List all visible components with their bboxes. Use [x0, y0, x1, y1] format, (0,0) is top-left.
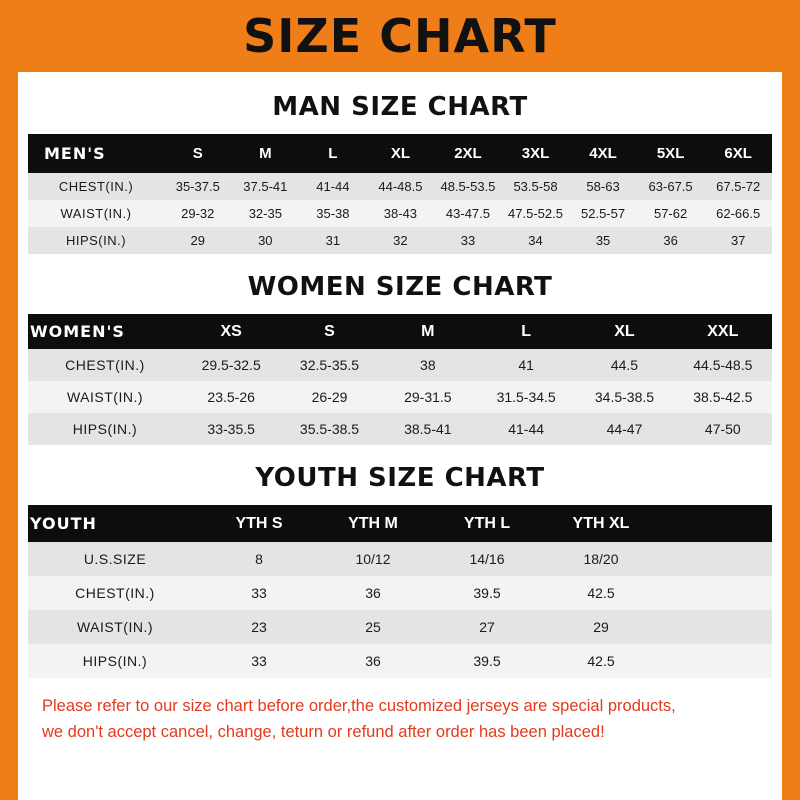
women-chest-m: 38	[379, 349, 477, 381]
men-chest-s: 35-37.5	[164, 173, 232, 200]
youth-ussize-s: 8	[202, 542, 316, 576]
youth-row-label-hips: HIPS(IN.)	[28, 644, 202, 678]
note-line-1: Please refer to our size chart before order,the customized jerseys are special products,	[42, 697, 676, 715]
table-header-row	[28, 134, 772, 173]
women-header-l: L	[477, 314, 575, 349]
women-header-label: WOMEN'S	[28, 314, 182, 349]
women-header-xs: XS	[182, 314, 280, 349]
table-row	[28, 644, 772, 678]
men-hips-m: 30	[232, 227, 300, 254]
women-row-label-chest: CHEST(IN.)	[28, 349, 182, 381]
women-table-body	[28, 349, 772, 445]
women-waist-xl: 34.5-38.5	[575, 381, 673, 413]
men-hips-5xl: 36	[637, 227, 705, 254]
table-header-row	[28, 314, 772, 349]
youth-hips-m: 36	[316, 644, 430, 678]
men-waist-5xl: 57-62	[637, 200, 705, 227]
youth-header-l: YTH L	[430, 505, 544, 542]
men-header-s: S	[164, 134, 232, 173]
women-waist-s: 26-29	[280, 381, 378, 413]
women-header-s: S	[280, 314, 378, 349]
men-header-5xl: 5XL	[637, 134, 705, 173]
table-row	[28, 200, 772, 227]
women-hips-s: 35.5-38.5	[280, 413, 378, 445]
women-waist-xs: 23.5-26	[182, 381, 280, 413]
youth-row-label-chest: CHEST(IN.)	[28, 576, 202, 610]
youth-row-spacer	[658, 610, 772, 644]
women-hips-xl: 44-47	[575, 413, 673, 445]
youth-header-label: YOUTH	[28, 505, 202, 542]
men-table-head	[28, 134, 772, 173]
men-waist-3xl: 47.5-52.5	[502, 200, 570, 227]
men-header-label: MEN'S	[28, 134, 164, 173]
women-hips-xs: 33-35.5	[182, 413, 280, 445]
men-hips-3xl: 34	[502, 227, 570, 254]
section-title-women: WOMEN SIZE CHART	[247, 272, 553, 302]
men-chest-3xl: 53.5-58	[502, 173, 570, 200]
men-size-table	[28, 134, 772, 254]
youth-hips-s: 33	[202, 644, 316, 678]
women-chest-xs: 29.5-32.5	[182, 349, 280, 381]
youth-row-spacer	[658, 576, 772, 610]
men-chest-l: 41-44	[299, 173, 367, 200]
youth-ussize-xl: 18/20	[544, 542, 658, 576]
section-title-youth: YOUTH SIZE CHART	[255, 463, 545, 493]
men-chest-xl: 44-48.5	[367, 173, 435, 200]
section-title-man: MAN SIZE CHART	[272, 92, 528, 122]
men-waist-m: 32-35	[232, 200, 300, 227]
men-row-label-waist: WAIST(IN.)	[28, 200, 164, 227]
men-chest-4xl: 58-63	[569, 173, 637, 200]
men-hips-2xl: 33	[434, 227, 502, 254]
header-banner	[0, 0, 800, 72]
youth-waist-m: 25	[316, 610, 430, 644]
men-hips-xl: 32	[367, 227, 435, 254]
women-hips-m: 38.5-41	[379, 413, 477, 445]
men-waist-6xl: 62-66.5	[704, 200, 772, 227]
note-line-2: we don't accept cancel, change, teturn or refund after order has been placed!	[42, 722, 605, 741]
table-row	[28, 542, 772, 576]
men-header-xl: XL	[367, 134, 435, 173]
women-size-table	[28, 314, 772, 445]
youth-table-head	[28, 505, 772, 542]
table-row	[28, 413, 772, 445]
youth-chest-s: 33	[202, 576, 316, 610]
women-hips-xxl: 47-50	[674, 413, 772, 445]
women-waist-xxl: 38.5-42.5	[674, 381, 772, 413]
men-chest-6xl: 67.5-72	[704, 173, 772, 200]
men-waist-4xl: 52.5-57	[569, 200, 637, 227]
youth-header-spacer	[658, 505, 772, 542]
youth-ussize-l: 14/16	[430, 542, 544, 576]
page-title: SIZE CHART	[243, 9, 557, 63]
women-header-xxl: XXL	[674, 314, 772, 349]
men-waist-xl: 38-43	[367, 200, 435, 227]
youth-header-xl: YTH XL	[544, 505, 658, 542]
women-row-label-hips: HIPS(IN.)	[28, 413, 182, 445]
women-waist-m: 29-31.5	[379, 381, 477, 413]
youth-waist-xl: 29	[544, 610, 658, 644]
youth-waist-s: 23	[202, 610, 316, 644]
men-header-l: L	[299, 134, 367, 173]
youth-size-table	[28, 505, 772, 678]
men-hips-l: 31	[299, 227, 367, 254]
men-chest-2xl: 48.5-53.5	[434, 173, 502, 200]
men-waist-s: 29-32	[164, 200, 232, 227]
men-header-m: M	[232, 134, 300, 173]
women-chest-xxl: 44.5-48.5	[674, 349, 772, 381]
women-row-label-waist: WAIST(IN.)	[28, 381, 182, 413]
men-header-3xl: 3XL	[502, 134, 570, 173]
men-header-4xl: 4XL	[569, 134, 637, 173]
men-hips-4xl: 35	[569, 227, 637, 254]
youth-chest-l: 39.5	[430, 576, 544, 610]
table-row	[28, 610, 772, 644]
men-waist-2xl: 43-47.5	[434, 200, 502, 227]
men-row-label-hips: HIPS(IN.)	[28, 227, 164, 254]
youth-row-spacer	[658, 542, 772, 576]
men-row-label-chest: CHEST(IN.)	[28, 173, 164, 200]
youth-row-spacer	[658, 644, 772, 678]
men-hips-6xl: 37	[704, 227, 772, 254]
order-policy-note	[42, 694, 758, 745]
youth-row-label-waist: WAIST(IN.)	[28, 610, 202, 644]
content-area	[0, 92, 800, 745]
men-chest-m: 37.5-41	[232, 173, 300, 200]
youth-chest-xl: 42.5	[544, 576, 658, 610]
table-row	[28, 576, 772, 610]
women-table-head	[28, 314, 772, 349]
men-waist-l: 35-38	[299, 200, 367, 227]
women-waist-l: 31.5-34.5	[477, 381, 575, 413]
men-header-6xl: 6XL	[704, 134, 772, 173]
youth-waist-l: 27	[430, 610, 544, 644]
table-row	[28, 381, 772, 413]
men-table-body	[28, 173, 772, 254]
youth-hips-l: 39.5	[430, 644, 544, 678]
table-row	[28, 173, 772, 200]
youth-table-body	[28, 542, 772, 678]
men-header-2xl: 2XL	[434, 134, 502, 173]
youth-hips-xl: 42.5	[544, 644, 658, 678]
women-header-xl: XL	[575, 314, 673, 349]
youth-row-label-ussize: U.S.SIZE	[28, 542, 202, 576]
men-chest-5xl: 63-67.5	[637, 173, 705, 200]
header-banner-inner	[0, 0, 800, 72]
men-hips-s: 29	[164, 227, 232, 254]
youth-header-s: YTH S	[202, 505, 316, 542]
women-chest-s: 32.5-35.5	[280, 349, 378, 381]
women-header-m: M	[379, 314, 477, 349]
table-header-row	[28, 505, 772, 542]
youth-ussize-m: 10/12	[316, 542, 430, 576]
women-chest-l: 41	[477, 349, 575, 381]
youth-chest-m: 36	[316, 576, 430, 610]
table-row	[28, 227, 772, 254]
youth-header-m: YTH M	[316, 505, 430, 542]
women-hips-l: 41-44	[477, 413, 575, 445]
table-row	[28, 349, 772, 381]
women-chest-xl: 44.5	[575, 349, 673, 381]
